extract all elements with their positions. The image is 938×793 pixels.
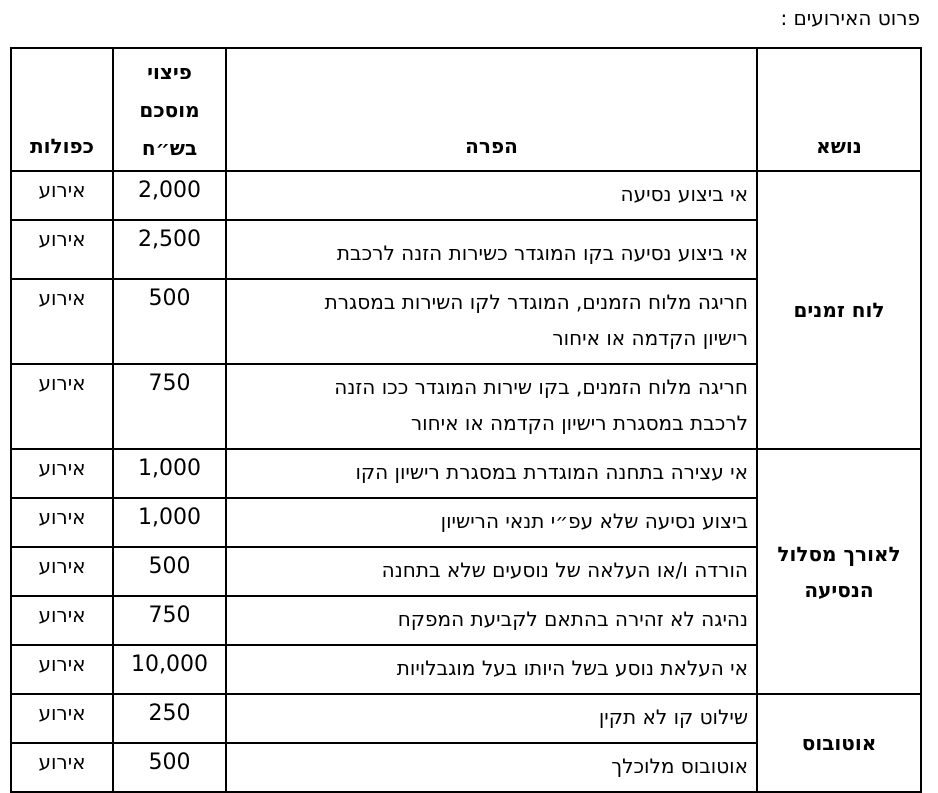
violation-line: אי עצירה בתחנה המוגדרת במסגרת רישיון הקו [355, 460, 748, 484]
multiplicity-cell: אירוע [11, 449, 113, 498]
violation-line: שילוט קו לא תקין [598, 705, 748, 729]
multiplicity-cell: אירוע [11, 743, 113, 792]
violation-line: חריגה מלוח הזמנים, בקו שירות המוגדר ככו הזנה [334, 375, 748, 399]
violation-line: חריגה מלוח הזמנים, המוגדר לקו השירות במסגרת [324, 290, 748, 314]
multiplicity-cell: אירוע [11, 364, 113, 449]
header-violation: הפרה [226, 48, 757, 171]
section-caption: פרוט האירועים : [780, 6, 920, 30]
compensation-cell: 1,000 [113, 498, 226, 547]
subject-line: לוח זמנים [793, 298, 885, 322]
compensation-cell: 750 [113, 364, 226, 449]
violation-cell [226, 645, 757, 694]
multiplicity-cell: אירוע [11, 645, 113, 694]
subject-cell [757, 449, 921, 694]
violation-cell [226, 694, 757, 743]
violation-cell [226, 449, 757, 498]
multiplicity-cell: אירוע [11, 498, 113, 547]
header-row [11, 48, 921, 171]
header-compensation [113, 48, 226, 171]
header-compensation-line-2: מוסכם [139, 97, 200, 122]
violation-cell [226, 279, 757, 364]
violation-cell [226, 743, 757, 792]
violation-cell [226, 364, 757, 449]
header-subject: נושא [757, 48, 921, 171]
violation-line: אוטובוס מלוכלך [611, 754, 748, 778]
violation-line: אי ביצוע נסיעה [620, 182, 748, 206]
compensation-cell: 250 [113, 694, 226, 743]
violation-cell [226, 596, 757, 645]
subject-cell [757, 171, 921, 449]
subject-cell [757, 694, 921, 792]
multiplicity-cell: אירוע [11, 279, 113, 364]
violation-line: נהיגה לא זהירה בהתאם לקביעת המפקח [397, 607, 748, 631]
violation-line: אי העלאת נוסע בשל היותו בעל מוגבלויות [396, 656, 748, 680]
subject-line: הנסיעה [804, 577, 874, 602]
multiplicity-cell: אירוע [11, 171, 113, 220]
table-body [11, 171, 921, 792]
violation-line: רישיון הקדמה או איחור [552, 326, 748, 350]
multiplicity-cell: אירוע [11, 596, 113, 645]
table-row [11, 171, 921, 220]
compensation-cell: 500 [113, 279, 226, 364]
table-row [11, 449, 921, 498]
compensation-cell: 1,000 [113, 449, 226, 498]
events-table [10, 47, 922, 793]
header-compensation-line-1: פיצוי [147, 59, 192, 84]
table-row [11, 694, 921, 743]
header-multiplicity: כפולות [11, 48, 113, 171]
violation-cell [226, 547, 757, 596]
compensation-cell: 500 [113, 547, 226, 596]
compensation-cell: 500 [113, 743, 226, 792]
violation-line: לרכבת במסגרת רישיון הקדמה או איחור [410, 411, 748, 435]
compensation-cell: 750 [113, 596, 226, 645]
compensation-cell: 2,500 [113, 220, 226, 279]
subject-line: לאורך מסלול [777, 541, 901, 566]
violation-cell [226, 171, 757, 220]
violation-cell [226, 498, 757, 547]
header-compensation-line-3: בש״ח [141, 135, 198, 160]
multiplicity-cell: אירוע [11, 694, 113, 743]
compensation-cell: 10,000 [113, 645, 226, 694]
violation-line: אי ביצוע נסיעה בקו המוגדר כשירות הזנה לרכבת [336, 241, 748, 265]
multiplicity-cell: אירוע [11, 220, 113, 279]
violation-cell [226, 220, 757, 279]
violation-line: הורדה ו/או העלאה של נוסעים שלא בתחנה [381, 558, 748, 582]
compensation-cell: 2,000 [113, 171, 226, 220]
multiplicity-cell: אירוע [11, 547, 113, 596]
violation-line: ביצוע נסיעה שלא עפ״י תנאי הרישיון [440, 509, 748, 533]
subject-line: אוטובוס [801, 731, 877, 755]
